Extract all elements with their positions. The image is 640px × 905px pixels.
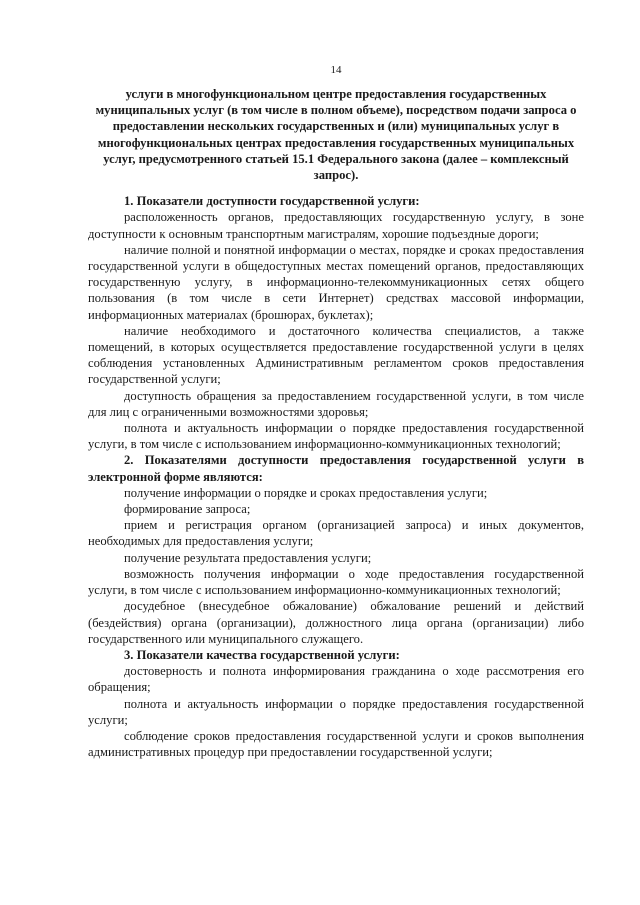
section-1 bbox=[88, 193, 584, 452]
section-item: формирование запроса; bbox=[124, 502, 251, 517]
section-item: наличие полной и понятной информации о местах, порядке и сроках предоставления государственной услуги в общедоступных местах помещений органов, предоставляющих государственную услугу, в информационно-телекоммуникационных сетях общего пользования (в том числе в сети Интернет) средствах массовой информации, информационных материалах (брошюрах, буклетах); bbox=[88, 242, 584, 322]
section-item: полнота и актуальность информации о порядке предоставления государственной услуги, в том числе с использованием информационно-коммуникационных технологий; bbox=[88, 421, 584, 452]
section-item: расположенность органов, предоставляющих государственную услугу, в зоне доступности к основным транспортным магистралям, хорошие подъездные дороги; bbox=[88, 210, 584, 241]
section-item: полнота и актуальность информации о порядке предоставления государственной услуги; bbox=[88, 696, 584, 727]
section-item: наличие необходимого и достаточного количества специалистов, а также помещений, в которых осуществляется предоставление государственной услуги в целях соблюдения установленных Административным регламентом сроков предоставления государственной услуги; bbox=[88, 323, 584, 387]
section-item: получение информации о порядке и сроках предоставления услуги; bbox=[124, 485, 488, 500]
section-3 bbox=[88, 647, 584, 760]
sections bbox=[88, 193, 584, 760]
intro-paragraph: услуги в многофункциональном центре предоставления государственных муниципальных услуг (в том числе в полном объеме), посредством подачи запроса о предоставлении нескольких государственных и (или) муниципальных услуг в многофункциональных центрах предоставления государственных муниципальных услуг, предусмотренного статьей 15.1 Федерального закона (далее – комплексный запрос). bbox=[95, 87, 577, 183]
section-item: получение результата предоставления услуги; bbox=[124, 550, 372, 565]
section-item: достоверность и полнота информирования гражданина о ходе рассмотрения его обращения; bbox=[88, 664, 584, 695]
section-item: доступность обращения за предоставлением государственной услуги, в том числе для лиц с ограниченными возможностями здоровья; bbox=[88, 388, 584, 419]
section-heading: 1. Показатели доступности государственной услуги: bbox=[124, 194, 420, 209]
section-item: соблюдение сроков предоставления государственной услуги и сроков выполнения административных процедур при предоставлении государственной услуги; bbox=[88, 728, 584, 760]
section-2 bbox=[88, 452, 584, 646]
section-heading: 3. Показатели качества государственной услуги: bbox=[124, 647, 400, 662]
section-item: досудебное (внесудебное обжалование) обжалование решений и действий (бездействия) органа (организации), должностного лица органа (организации) либо государственного или муниципального служащего. bbox=[88, 599, 584, 646]
document-page bbox=[88, 64, 584, 760]
section-item: прием и регистрация органом (организацией запроса) и иных документов, необходимых для предоставления услуги; bbox=[88, 518, 584, 549]
section-heading: 2. Показателями доступности предоставления государственной услуги в электронной форме являются: bbox=[88, 453, 584, 484]
section-item: возможность получения информации о ходе предоставления государственной услуги, в том числе с использованием информационно-коммуникационных технологий; bbox=[88, 566, 584, 598]
page-number: 14 bbox=[330, 64, 342, 76]
